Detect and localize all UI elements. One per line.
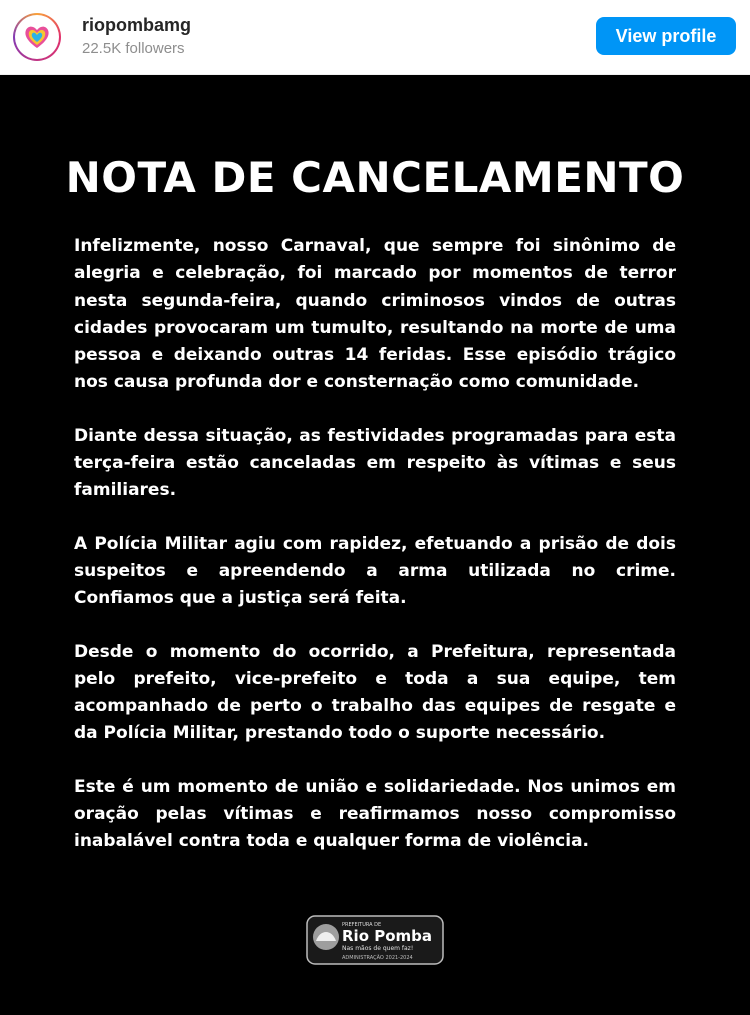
view-profile-button[interactable]: View profile xyxy=(596,17,736,55)
post-image xyxy=(0,75,750,1015)
post-header xyxy=(0,0,750,75)
post-title: NOTA DE CANCELAMENTO xyxy=(65,153,685,202)
paragraph: Infelizmente, nosso Carnaval, que sempre foi sinônimo de alegria e celebração, foi marcado por momentos de terror nesta segunda-feira, quando criminosos vindos de outras cidades provocaram um tumulto, resultando na morte de uma pessoa e deixando outras 14 feridas. Esse episódio trágico nos causa profunda dor e consternação como comunidade. xyxy=(74,236,676,393)
logo-line1: PREFEITURA DE xyxy=(342,922,382,928)
logo-tagline: Nas mãos de quem faz! xyxy=(342,945,414,952)
logo-admin: ADMINISTRAÇÃO 2021-2024 xyxy=(342,955,413,961)
paragraph: Este é um momento de união e solidariedade. Nos unimos em oração pelas vítimas e reafirmamos nosso compromisso inabalável contra toda e qualquer forma de violência. xyxy=(74,776,676,852)
avatar-inner xyxy=(15,15,59,59)
avatar[interactable] xyxy=(13,13,61,61)
paragraph: Diante dessa situação, as festividades programadas para esta terça-feira estão canceladas em respeito às vítimas e seus familiares. xyxy=(74,425,676,501)
rio-pomba-logo xyxy=(306,915,444,965)
username[interactable]: riopombamg xyxy=(82,15,192,35)
paragraph: Desde o momento do ocorrido, a Prefeitura, representada pelo prefeito, vice-prefeito e toda a sua equipe, tem acompanhado de perto o trabalho das equipes de resgate e da Polícia Militar, prestando todo o suporte necessário. xyxy=(74,641,676,744)
logo-name: Rio Pomba xyxy=(342,927,433,945)
post-body xyxy=(74,233,676,882)
heart-logo-icon xyxy=(21,21,53,53)
follower-count: 22.5K followers xyxy=(82,40,185,57)
paragraph: A Polícia Militar agiu com rapidez, efetuando a prisão de dois suspeitos e apreendendo a arma utilizada no crime. Confiamos que a justiça será feita. xyxy=(74,533,676,609)
